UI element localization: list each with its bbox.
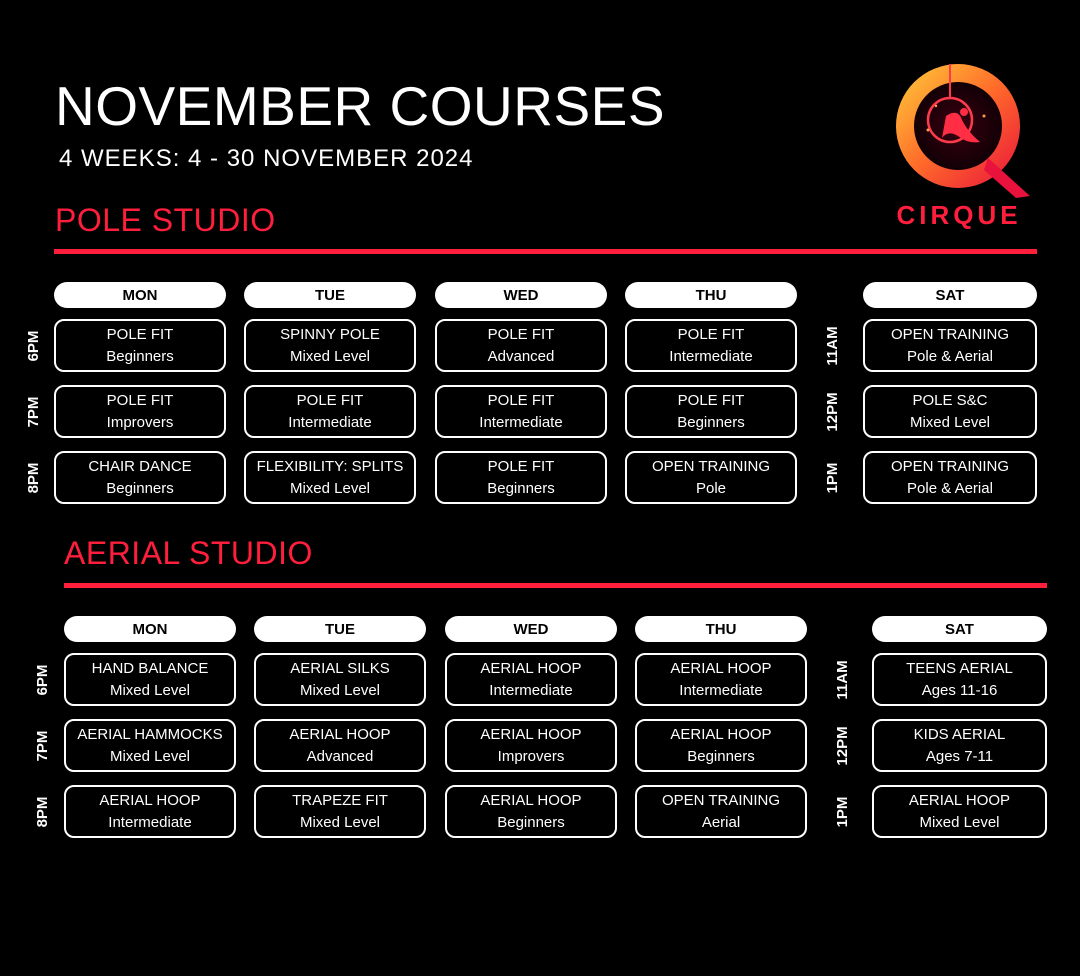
class-level: Beginners	[106, 479, 174, 497]
logo-text: CIRQUE	[896, 200, 1022, 230]
class-level: Beginners	[687, 747, 755, 765]
class-cell-tue-1	[244, 319, 416, 372]
class-name: POLE FIT	[296, 391, 364, 409]
time-label-7pm: 7PM	[24, 396, 42, 428]
class-name: POLE FIT	[487, 325, 555, 343]
class-cell-thu-1	[635, 653, 807, 706]
class-name: SPINNY POLE	[280, 325, 380, 343]
class-cell-thu-2	[635, 719, 807, 772]
aerial-studio-title: AERIAL STUDIO	[64, 535, 313, 571]
class-name: TEENS AERIAL	[906, 659, 1013, 677]
class-name: OPEN TRAINING	[651, 457, 771, 475]
class-name: AERIAL HOOP	[670, 659, 772, 677]
class-cell-tue-3	[254, 785, 426, 838]
class-name: AERIAL HOOP	[99, 791, 201, 809]
aerial-divider	[64, 583, 1047, 588]
time-label-8pm: 8PM	[24, 462, 42, 494]
class-cell-mon-1	[54, 319, 226, 372]
class-level: Pole & Aerial	[907, 479, 993, 497]
class-level: Intermediate	[108, 813, 192, 831]
class-level: Pole	[695, 479, 727, 497]
class-cell-tue-3	[244, 451, 416, 504]
page-subtitle: 4 WEEKS: 4 - 30 NOVEMBER 2024	[59, 145, 474, 172]
day-header-sat: SAT	[863, 282, 1037, 308]
class-cell-wed-1	[435, 319, 607, 372]
class-level: Advanced	[306, 747, 374, 765]
class-name: POLE FIT	[487, 391, 555, 409]
class-cell-sat-1	[872, 653, 1047, 706]
class-name: FLEXIBILITY: SPLITS	[256, 457, 404, 475]
day-header-thu: THU	[635, 616, 807, 642]
class-name: KIDS AERIAL	[913, 725, 1006, 743]
class-name: AERIAL HOOP	[480, 725, 582, 743]
class-cell-wed-3	[435, 451, 607, 504]
class-cell-wed-1	[445, 653, 617, 706]
class-name: CHAIR DANCE	[88, 457, 192, 475]
class-name: OPEN TRAINING	[890, 457, 1010, 475]
class-level: Ages 11-16	[921, 681, 998, 699]
aerial-hoop-logo-icon	[888, 58, 1038, 208]
time-label-6pm: 6PM	[33, 664, 51, 696]
class-name: POLE FIT	[106, 325, 174, 343]
class-level: Mixed Level	[299, 813, 381, 831]
class-cell-tue-1	[254, 653, 426, 706]
class-level: Mixed Level	[289, 479, 371, 497]
class-cell-thu-3	[625, 451, 797, 504]
class-name: AERIAL HAMMOCKS	[77, 725, 223, 743]
class-level: Intermediate	[288, 413, 372, 431]
class-level: Beginners	[106, 347, 174, 365]
class-cell-mon-2	[54, 385, 226, 438]
class-level: Improvers	[106, 413, 174, 431]
class-cell-sat-2	[872, 719, 1047, 772]
class-level: Beginners	[487, 479, 555, 497]
class-level: Mixed Level	[299, 681, 381, 699]
day-header-thu: THU	[625, 282, 797, 308]
time-label-6pm: 6PM	[24, 330, 42, 362]
class-cell-sat-3	[863, 451, 1037, 504]
day-header-tue: TUE	[254, 616, 426, 642]
time-label-7pm: 7PM	[33, 730, 51, 762]
class-cell-mon-3	[54, 451, 226, 504]
day-header-mon: MON	[54, 282, 226, 308]
page-title: NOVEMBER COURSES	[55, 75, 666, 137]
class-name: AERIAL HOOP	[670, 725, 772, 743]
class-name: POLE FIT	[677, 391, 745, 409]
class-level: Mixed Level	[909, 413, 991, 431]
class-level: Aerial	[701, 813, 741, 831]
day-header-mon: MON	[64, 616, 236, 642]
class-name: AERIAL HOOP	[480, 659, 582, 677]
class-name: AERIAL HOOP	[908, 791, 1011, 809]
day-header-wed: WED	[445, 616, 617, 642]
class-level: Mixed Level	[919, 813, 1000, 831]
class-level: Improvers	[497, 747, 565, 765]
class-cell-thu-1	[625, 319, 797, 372]
pole-divider	[54, 249, 1037, 254]
class-level: Intermediate	[489, 681, 573, 699]
sat-time-label-1pm: 1PM	[833, 796, 851, 828]
sat-time-label-1pm: 1PM	[823, 462, 841, 494]
day-header-tue: TUE	[244, 282, 416, 308]
class-level: Advanced	[487, 347, 555, 365]
class-level: Beginners	[497, 813, 565, 831]
class-name: POLE FIT	[677, 325, 745, 343]
class-level: Intermediate	[479, 413, 563, 431]
class-cell-wed-2	[445, 719, 617, 772]
sat-time-label-11am: 11AM	[833, 660, 851, 700]
class-name: AERIAL HOOP	[480, 791, 582, 809]
class-level: Intermediate	[679, 681, 763, 699]
class-cell-sat-1	[863, 319, 1037, 372]
class-cell-tue-2	[254, 719, 426, 772]
day-header-wed: WED	[435, 282, 607, 308]
class-name: POLE S&C	[912, 391, 988, 409]
day-header-sat: SAT	[872, 616, 1047, 642]
sat-time-label-11am: 11AM	[823, 326, 841, 366]
class-cell-mon-1	[64, 653, 236, 706]
sat-time-label-12pm: 12PM	[833, 726, 851, 766]
class-cell-sat-2	[863, 385, 1037, 438]
class-name: HAND BALANCE	[91, 659, 209, 677]
class-name: OPEN TRAINING	[890, 325, 1010, 343]
class-cell-mon-2	[64, 719, 236, 772]
class-level: Mixed Level	[109, 747, 191, 765]
class-name: AERIAL HOOP	[289, 725, 391, 743]
class-level: Pole & Aerial	[907, 347, 993, 365]
class-cell-thu-2	[625, 385, 797, 438]
class-cell-wed-2	[435, 385, 607, 438]
pole-studio-title: POLE STUDIO	[55, 202, 276, 238]
sat-time-label-12pm: 12PM	[823, 392, 841, 432]
class-level: Beginners	[677, 413, 745, 431]
class-level: Mixed Level	[289, 347, 371, 365]
class-level: Ages 7-11	[925, 747, 994, 765]
class-name: POLE FIT	[487, 457, 555, 475]
class-cell-thu-3	[635, 785, 807, 838]
class-cell-sat-3	[872, 785, 1047, 838]
class-name: POLE FIT	[106, 391, 174, 409]
class-name: AERIAL SILKS	[290, 659, 390, 677]
class-name: OPEN TRAINING	[661, 791, 781, 809]
class-level: Intermediate	[669, 347, 753, 365]
time-label-8pm: 8PM	[33, 796, 51, 828]
class-cell-mon-3	[64, 785, 236, 838]
cirque-logo	[888, 58, 1038, 238]
class-name: TRAPEZE FIT	[292, 791, 388, 809]
class-level: Mixed Level	[109, 681, 191, 699]
class-cell-tue-2	[244, 385, 416, 438]
class-cell-wed-3	[445, 785, 617, 838]
